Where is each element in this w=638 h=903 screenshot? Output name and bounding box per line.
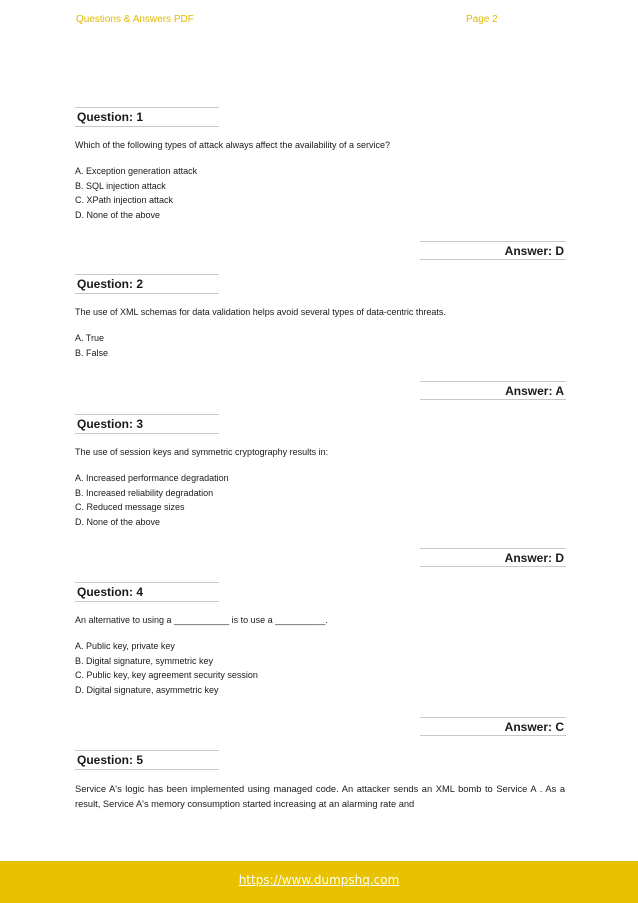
footer-bar: [0, 861, 638, 903]
option: B. Digital signature, symmetric key: [75, 655, 214, 666]
question-heading: Question: 3: [75, 414, 219, 434]
option: D. None of the above: [75, 516, 161, 527]
option: C. XPath injection attack: [75, 195, 174, 205]
header-title: Questions & Answers PDF: [76, 14, 194, 25]
option: A. True: [75, 333, 105, 343]
answer-label: Answer: D: [420, 241, 566, 260]
question-text: An alternative to using a ___________ is to use a __________.: [75, 615, 328, 625]
question-heading: Question: 4: [75, 582, 219, 602]
option: D. Digital signature, asymmetric key: [75, 684, 219, 695]
answer-label: Answer: A: [420, 381, 566, 400]
option: A. Exception generation attack: [75, 166, 198, 176]
option: C. Reduced message sizes: [75, 502, 185, 512]
question-text: Service A's logic has been implemented using managed code. An attacker sends an XML bomb to Service A . As a result, Service A's memory consumption started increasing at an alarming rate and: [75, 784, 565, 809]
answer-label: Answer: D: [420, 548, 566, 567]
answer-label: Answer: C: [420, 717, 566, 736]
option: B. SQL injection attack: [75, 180, 166, 191]
question-heading: Question: 1: [75, 107, 219, 127]
option: D. None of the above: [75, 209, 161, 220]
question-text: Which of the following types of attack always affect the availability of a service?: [75, 140, 390, 150]
question-block-4: [75, 582, 565, 697]
footer-link[interactable]: https://www.dumpshq.com: [238, 873, 400, 887]
options-list: [75, 471, 565, 529]
question-heading: Question: 2: [75, 274, 219, 294]
option: C. Public key, key agreement security session: [75, 670, 258, 680]
option: A. Public key, private key: [75, 641, 175, 651]
page-number: Page 2: [466, 14, 498, 25]
question-block-3: [75, 414, 565, 529]
question-block-5: [75, 750, 565, 812]
option: B. Increased reliability degradation: [75, 487, 214, 498]
question-text: The use of session keys and symmetric cryptography results in:: [75, 447, 329, 457]
question-text: The use of XML schemas for data validation helps avoid several types of data-centric threats.: [75, 307, 446, 317]
option: B. False: [75, 347, 109, 358]
options-list: [75, 164, 565, 222]
question-heading: Question: 5: [75, 750, 219, 770]
question-block-1: [75, 107, 565, 222]
option: A. Increased performance degradation: [75, 473, 229, 483]
question-block-2: [75, 274, 565, 360]
options-list: [75, 331, 565, 360]
options-list: [75, 639, 565, 697]
